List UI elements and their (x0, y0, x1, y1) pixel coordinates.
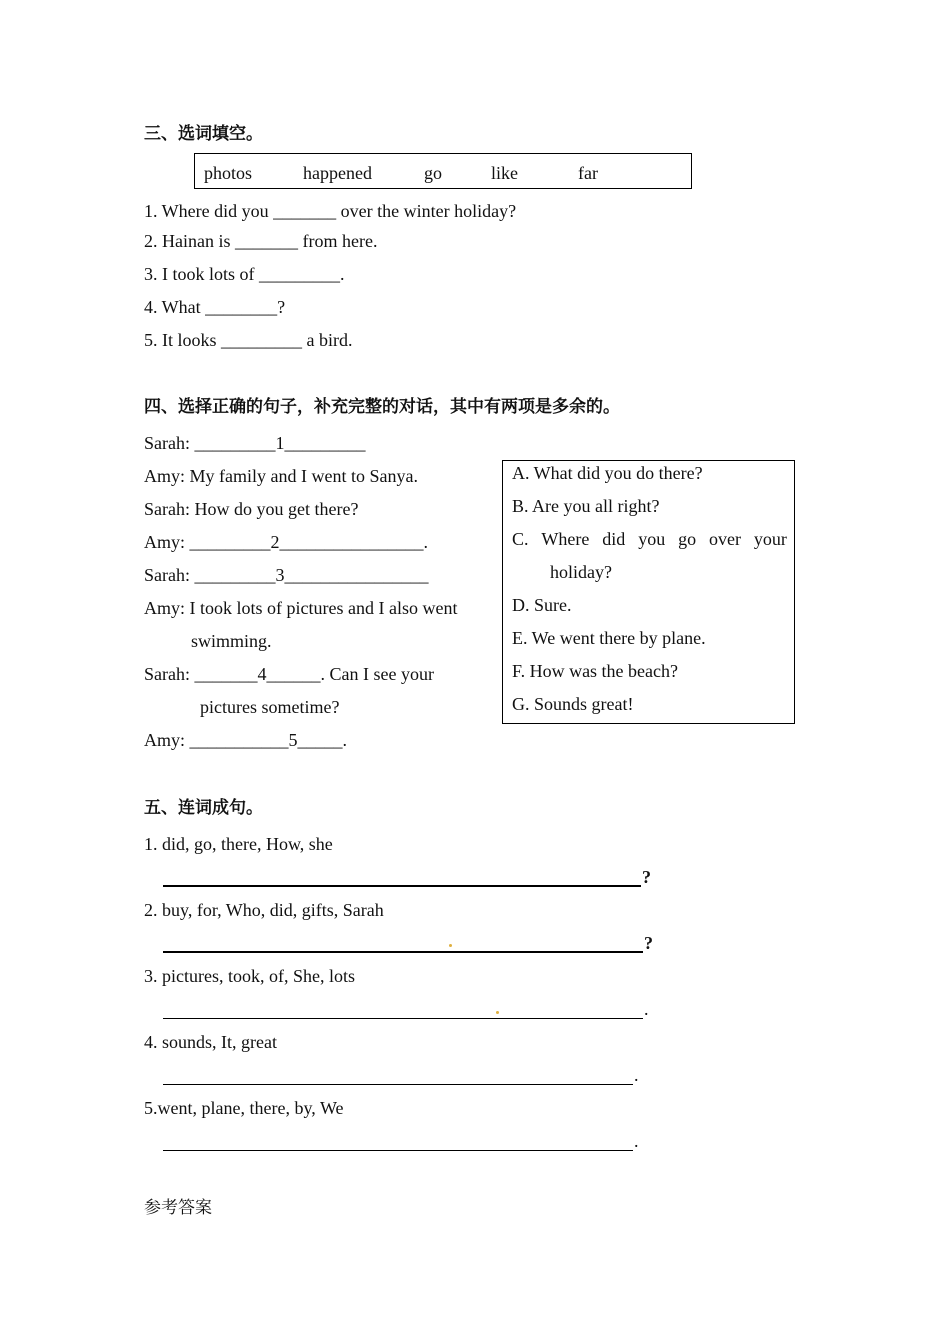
fill-blank-item: 3. I took lots of _________. (144, 264, 345, 284)
answer-line-end: . (634, 1065, 639, 1085)
option-c-word: over (709, 529, 742, 549)
word-bank (194, 153, 692, 189)
section3-title: 三、选词填空。 (144, 124, 263, 144)
dialogue-line: Amy: _________2________________. (144, 532, 429, 552)
dialogue-line-cont: swimming. (191, 631, 272, 651)
answer-line (163, 885, 641, 887)
option-c-word: you (638, 529, 666, 549)
answer-line (163, 1018, 643, 1019)
option-d: D. Sure. (512, 595, 572, 615)
option-c-cont: holiday? (550, 562, 612, 582)
option-c (512, 528, 787, 550)
fill-blank-item: 4. What ________? (144, 297, 286, 317)
answer-line (163, 1084, 633, 1085)
word-bank-item: happened (303, 163, 372, 183)
answer-line-end: . (644, 999, 649, 1019)
answer-key-heading: 参考答案 (144, 1198, 212, 1218)
answer-line-end: . (634, 1131, 639, 1151)
option-f: F. How was the beach? (512, 661, 679, 681)
option-e: E. We went there by plane. (512, 628, 706, 648)
option-b: B. Are you all right? (512, 496, 660, 516)
option-c-word: did (602, 529, 626, 549)
option-c-word: Where (541, 529, 590, 549)
fill-blank-item: 2. Hainan is _______ from here. (144, 231, 378, 251)
dialogue-line: Sarah: _______4______. Can I see your (144, 664, 434, 684)
dialogue-line-cont: pictures sometime? (200, 697, 340, 717)
options-box (502, 460, 795, 724)
option-g: G. Sounds great! (512, 694, 634, 714)
option-c-word: C. (512, 529, 529, 549)
answer-line-end: ? (644, 933, 653, 953)
answer-line-end: ? (642, 867, 651, 887)
dialogue-line: Sarah: How do you get there? (144, 499, 359, 519)
answer-line (163, 951, 643, 953)
marker-dot (449, 944, 452, 947)
dialogue-line: Sarah: _________3________________ (144, 565, 429, 585)
fill-blank-item: 5. It looks _________ a bird. (144, 330, 353, 350)
option-c-word: go (678, 529, 697, 549)
word-bank-item: far (578, 163, 598, 183)
answer-line (163, 1150, 633, 1151)
word-bank-item: like (491, 163, 518, 183)
word-order-prompt: 2. buy, for, Who, did, gifts, Sarah (144, 900, 384, 920)
dialogue-line: Sarah: _________1_________ (144, 433, 366, 453)
fill-blank-item: 1. Where did you _______ over the winter holiday? (144, 201, 517, 221)
section5-title: 五、连词成句。 (144, 798, 263, 818)
word-order-prompt: 1. did, go, there, How, she (144, 834, 333, 854)
marker-dot (496, 1011, 499, 1014)
dialogue-line: Amy: ___________5_____. (144, 730, 348, 750)
word-order-prompt: 3. pictures, took, of, She, lots (144, 966, 355, 986)
word-order-prompt: 4. sounds, It, great (144, 1032, 277, 1052)
dialogue-line: Amy: My family and I went to Sanya. (144, 466, 418, 486)
word-bank-item: photos (204, 163, 253, 183)
section4-title: 四、选择正确的句子，补充完整的对话，其中有两项是多余的。 (144, 397, 620, 417)
option-c-word: your (753, 529, 787, 549)
word-order-prompt: 5.went, plane, there, by, We (144, 1098, 344, 1118)
dialogue-line: Amy: I took lots of pictures and I also went (144, 598, 458, 618)
word-bank-item: go (424, 163, 442, 183)
option-a: A. What did you do there? (512, 463, 703, 483)
